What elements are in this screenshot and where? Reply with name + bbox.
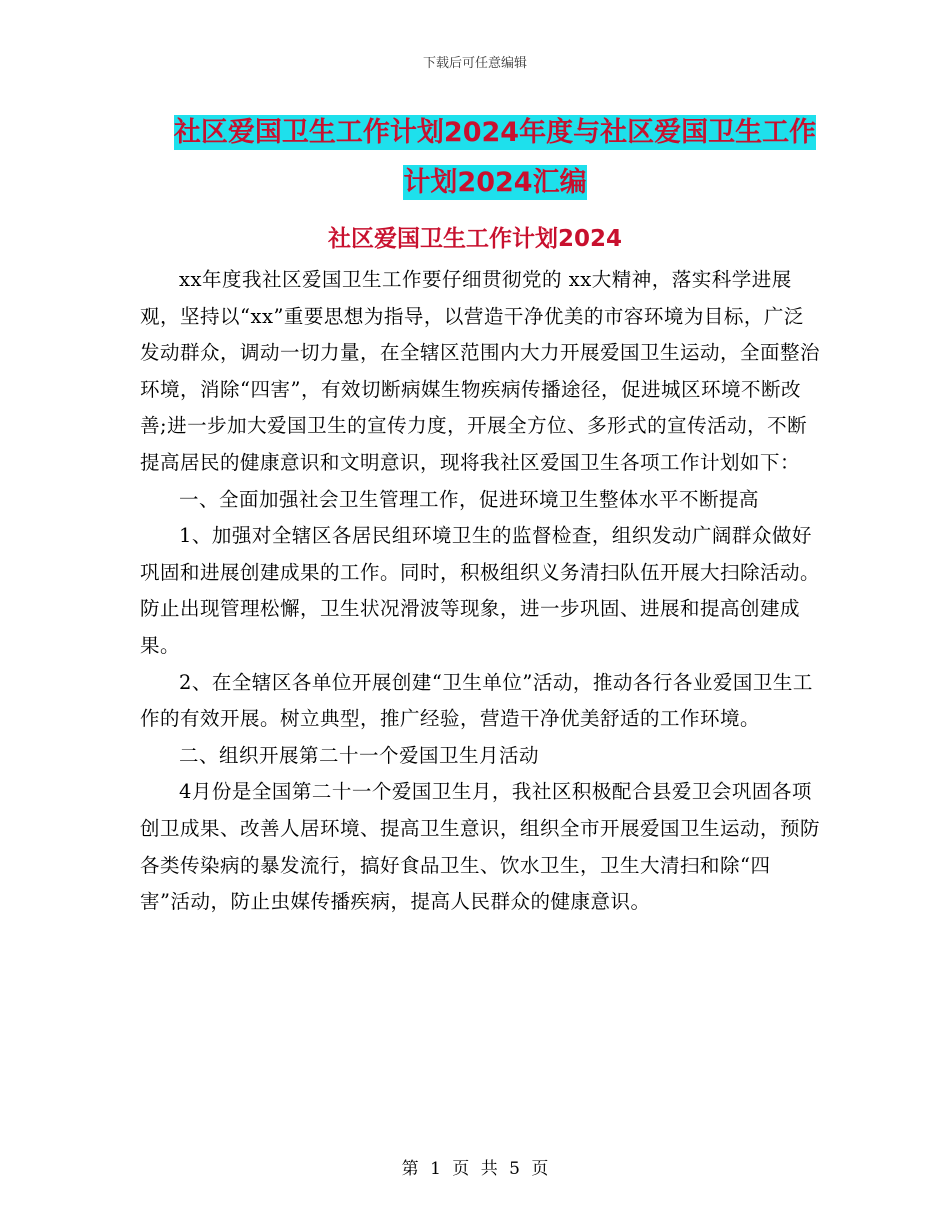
paragraph: 1、加强对全辖区各居民组环境卫生的监督检查，组织发动广阔群众做好巩固和进展创建成果的工作。同时，积极组织义务清扫队伍开展大扫除活动。防止出现管理松懈，卫生状况滑波等现象，进一步巩固、进展和提高创建成果。: [140, 524, 821, 657]
page-footer: 第 1 页 共 5 页: [401, 1159, 549, 1179]
title-line-2: 计划2024汇编: [403, 167, 587, 198]
paragraph: 2、在全辖区各单位开展创建“卫生单位”活动，推动各行各业爱国卫生工作的有效开展。树立典型，推广经验，营造干净优美舒适的工作环境。: [140, 670, 813, 731]
paragraph: xx年度我社区爱国卫生工作要仔细贯彻党的 xx大精神，落实科学进展观，坚持以“xx”重要思想为指导，以营造干净优美的市容环境为目标，广泛发动群众，调动一切力量，在全辖区范围内大力开展爱国卫生运动，全面整治环境，消除“四害”，有效切断病媒生物疾病传播途径，促进城区环境不断改善;进一步加大爱国卫生的宣传力度，开展全方位、多形式的宣传活动，不断提高居民的健康意识和文明意识，现将我社区爱国卫生各项工作计划如下：: [140, 268, 821, 474]
paragraph: 4月份是全国第二十一个爱国卫生月，我社区积极配合县爱卫会巩固各项创卫成果、改善人居环境、提高卫生意识，组织全市开展爱国卫生运动，预防各类传染病的暴发流行，搞好食品卫生、饮水卫生，卫生大清扫和除“四害”活动，防止虫媒传播疾病，提高人民群众的健康意识。: [140, 780, 821, 914]
paragraph: 二、组织开展第二十一个爱国卫生月活动: [179, 743, 540, 767]
document-title: [140, 108, 850, 208]
section-title: 社区爱国卫生工作计划2024: [327, 226, 622, 252]
header-note: 下载后可任意编辑: [422, 56, 527, 71]
title-line-1: 社区爱国卫生工作计划2024年度与社区爱国卫生工作: [173, 117, 817, 148]
paragraph: 一、全面加强社会卫生管理工作，促进环境卫生整体水平不断提高: [179, 487, 760, 511]
document-body: [140, 262, 820, 921]
